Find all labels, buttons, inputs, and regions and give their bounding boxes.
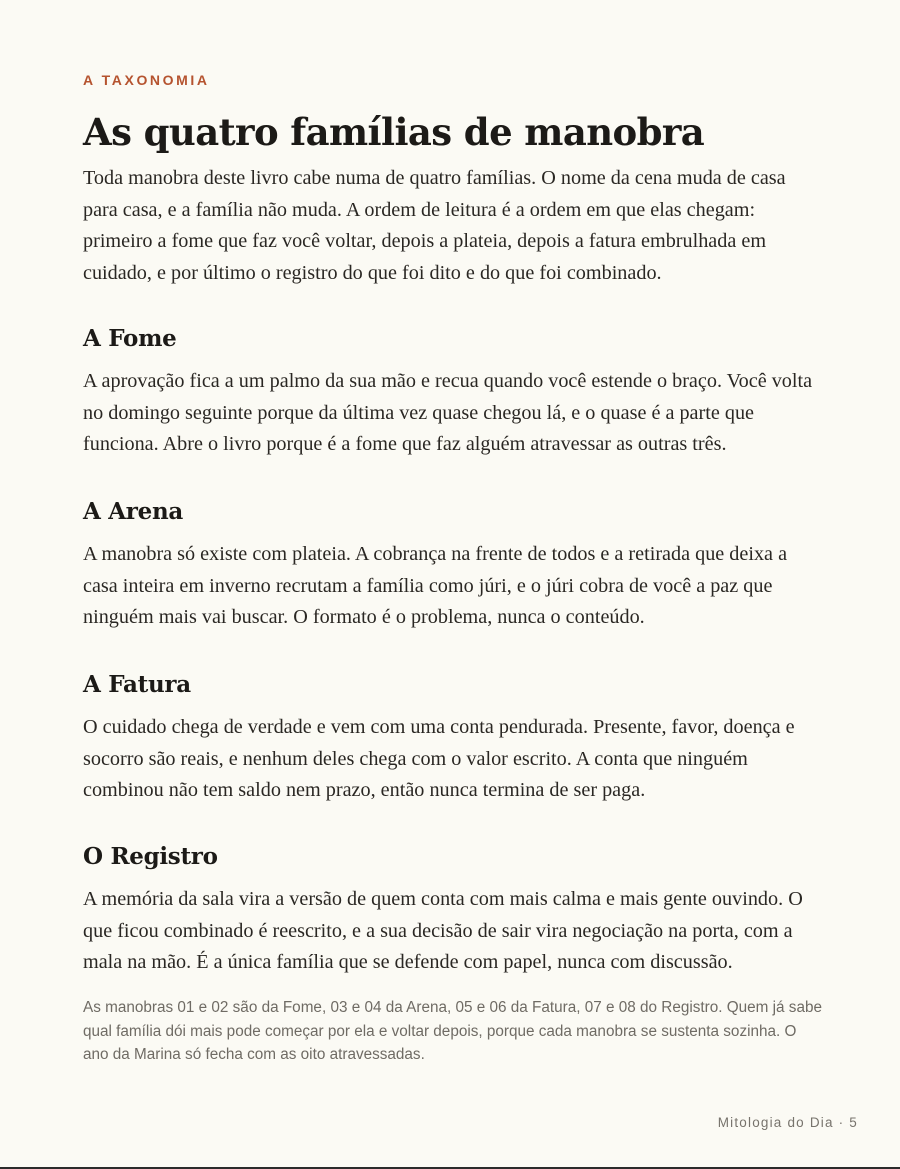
- section-heading: O Registro: [83, 843, 218, 870]
- page-footer: Mitologia do Dia · 5: [717, 1115, 858, 1130]
- page-title: As quatro famílias de manobra: [83, 110, 705, 154]
- section-kicker: A TAXONOMIA: [83, 72, 210, 88]
- reading-note: As manobras 01 e 02 são da Fome, 03 e 04 da Arena, 05 e 06 da Fatura, 07 e 08 do Registro. Quem já sabe qual família dói mais pode começar por ela e voltar depois, porque cada manobra se sustenta sozinha. O ano da Marina só fecha com as oito atravessadas.: [83, 999, 822, 1063]
- section-registro: [83, 842, 823, 979]
- section-fome: [83, 324, 823, 461]
- section-arena: [83, 497, 823, 634]
- section-heading: A Fome: [83, 325, 177, 352]
- section-fatura: [83, 670, 823, 807]
- section-heading: A Fatura: [83, 671, 191, 698]
- section-paragraph: A aprovação fica a um palmo da sua mão e recua quando você estende o braço. Você volta no domingo seguinte porque da última vez quase chegou lá, e o quase é a parte que funciona. Abre o livro porque é a fome que faz alguém atravessar as outras três.: [83, 370, 813, 456]
- section-heading: A Arena: [83, 498, 183, 525]
- section-paragraph: O cuidado chega de verdade e vem com uma conta pendurada. Presente, favor, doença e socorro são reais, e nenhum deles chega com o valor escrito. A conta que ninguém combinou não tem saldo nem prazo, então nunca termina de ser paga.: [83, 716, 795, 802]
- intro-paragraph: Toda manobra deste livro cabe numa de quatro famílias. O nome da cena muda de casa para casa, e a família não muda. A ordem de leitura é a ordem em que elas chegam: primeiro a fome que faz você voltar, depois a plateia, depois a fatura embrulhada em cuidado, e por último o registro do que foi dito e do que foi combinado.: [83, 167, 786, 284]
- section-paragraph: A manobra só existe com plateia. A cobrança na frente de todos e a retirada que deixa a casa inteira em inverno recrutam a família como júri, e o júri cobra de você a paz que ninguém mais vai buscar. O formato é o problema, nunca o conteúdo.: [83, 543, 788, 629]
- section-paragraph: A memória da sala vira a versão de quem conta com mais calma e mais gente ouvindo. O que ficou combinado é reescrito, e a sua decisão de sair vira negociação na porta, com a mala na mão. É a única família que se defende com papel, nunca com discussão.: [83, 888, 803, 974]
